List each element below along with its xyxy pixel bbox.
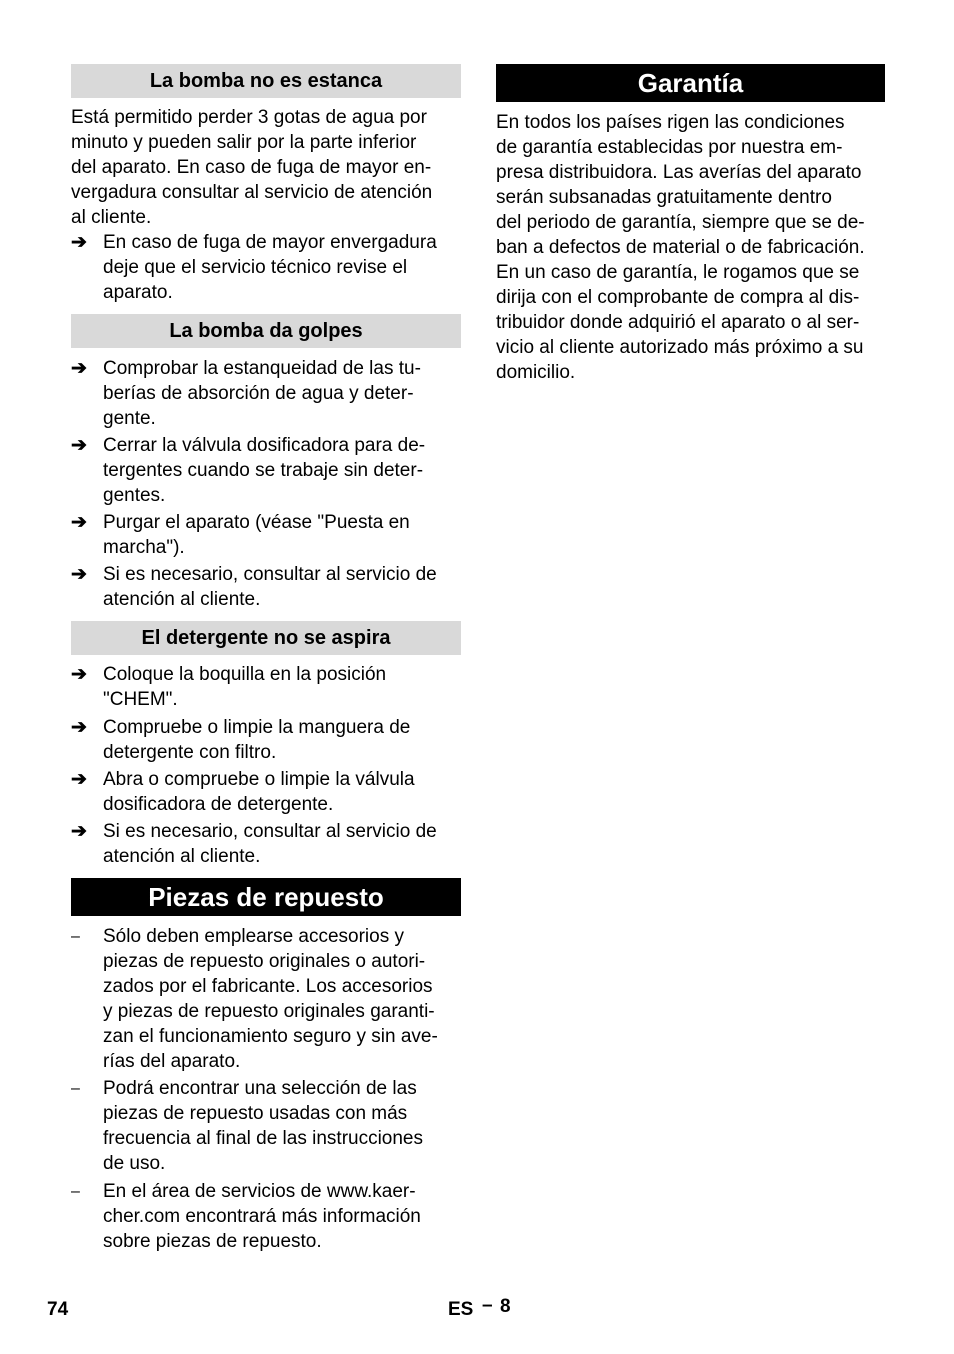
arrow-icon: ➔ xyxy=(71,564,87,585)
dash-marker: – xyxy=(71,928,80,945)
list-item-text: Abra o compruebe o limpie la válvula dosificadora de detergente. xyxy=(103,769,415,815)
list-item xyxy=(71,715,461,765)
arrow-icon: ➔ xyxy=(71,717,87,738)
list-item xyxy=(71,924,461,1074)
list-item-text: Coloque la boquilla en la posición "CHEM". xyxy=(103,664,387,710)
list-item xyxy=(71,767,461,817)
arrow-icon: ➔ xyxy=(71,512,87,533)
list-item xyxy=(71,433,461,508)
list-item xyxy=(71,1179,461,1254)
heading-warranty: Garantía xyxy=(496,64,885,102)
dash-marker: – xyxy=(71,1080,80,1097)
list-item-text: Cerrar la válvula dosificadora para de- tergentes cuando se trabaje sin deter- gentes. xyxy=(103,435,426,506)
heading-pump-not-tight: La bomba no es estanca xyxy=(71,64,461,98)
list-item xyxy=(71,562,461,612)
arrow-icon: ➔ xyxy=(71,232,87,253)
list-item-text: Comprobar la estanqueidad de las tu- berías de absorción de agua y deter- gente. xyxy=(103,358,421,429)
list-item xyxy=(71,510,461,560)
list-item xyxy=(71,230,461,305)
list-item-text: Compruebe o limpie la manguera de detergente con filtro. xyxy=(103,717,411,763)
list-item xyxy=(71,819,461,869)
list-item-text: Si es necesario, consultar al servicio de atención al cliente. xyxy=(103,821,437,867)
heading-spare-parts: Piezas de repuesto xyxy=(71,878,461,916)
heading-detergent-not-sucked: El detergente no se aspira xyxy=(71,621,461,655)
list-item-text: Podrá encontrar una selección de las piezas de repuesto usadas con más frecuencia al final de las instrucciones de uso. xyxy=(103,1078,424,1174)
arrow-icon: ➔ xyxy=(71,769,87,790)
warranty-paragraph: En todos los países rigen las condiciones de garantía establecidas por nuestra em- presa distribuidora. Las averías del aparato serán subsanadas gratuitamente dentro del periodo de garantía, siempre que se de- ban a defectos de material o de fabricación. En un caso de garantía, le rogamos que se dirija con el comprobante de compra al dis- tribuidor donde adquirió el aparato o al ser- vicio al cliente autorizado más próximo a su domicilio. xyxy=(496,112,865,383)
arrow-icon: ➔ xyxy=(71,664,87,685)
list-item xyxy=(71,1076,461,1176)
dash-marker: – xyxy=(71,1183,80,1200)
section-page-number: 8 xyxy=(500,1296,511,1317)
page-number: 74 xyxy=(47,1299,69,1320)
pump-not-tight-paragraph: Está permitido perder 3 gotas de agua por minuto y pueden salir por la parte inferior del aparato. En caso de fuga de mayor en- vergadura consultar al servicio de atención al cliente. xyxy=(71,107,433,228)
list-item xyxy=(71,662,461,712)
list-item-text: En el área de servicios de www.kaer- cher.com encontrará más información sobre piezas de repuesto. xyxy=(103,1181,421,1252)
list-item xyxy=(71,356,461,431)
footer-separator: – xyxy=(482,1295,493,1316)
list-item-text: En caso de fuga de mayor envergadura deje que el servicio técnico revise el aparato. xyxy=(103,232,437,303)
arrow-icon: ➔ xyxy=(71,358,87,379)
arrow-icon: ➔ xyxy=(71,821,87,842)
list-item-text: Sólo deben emplearse accesorios y piezas de repuesto originales o autori- zados por el fabricante. Los accesorios y piezas de repuesto originales garanti- zan el funcionamiento seguro y sin ave- rías del aparato. xyxy=(103,926,438,1072)
list-item-text: Purgar el aparato (véase "Puesta en marcha"). xyxy=(103,512,410,558)
heading-pump-knocks: La bomba da golpes xyxy=(71,314,461,348)
list-item-text: Si es necesario, consultar al servicio de atención al cliente. xyxy=(103,564,437,610)
language-code: ES xyxy=(448,1299,474,1320)
arrow-icon: ➔ xyxy=(71,435,87,456)
